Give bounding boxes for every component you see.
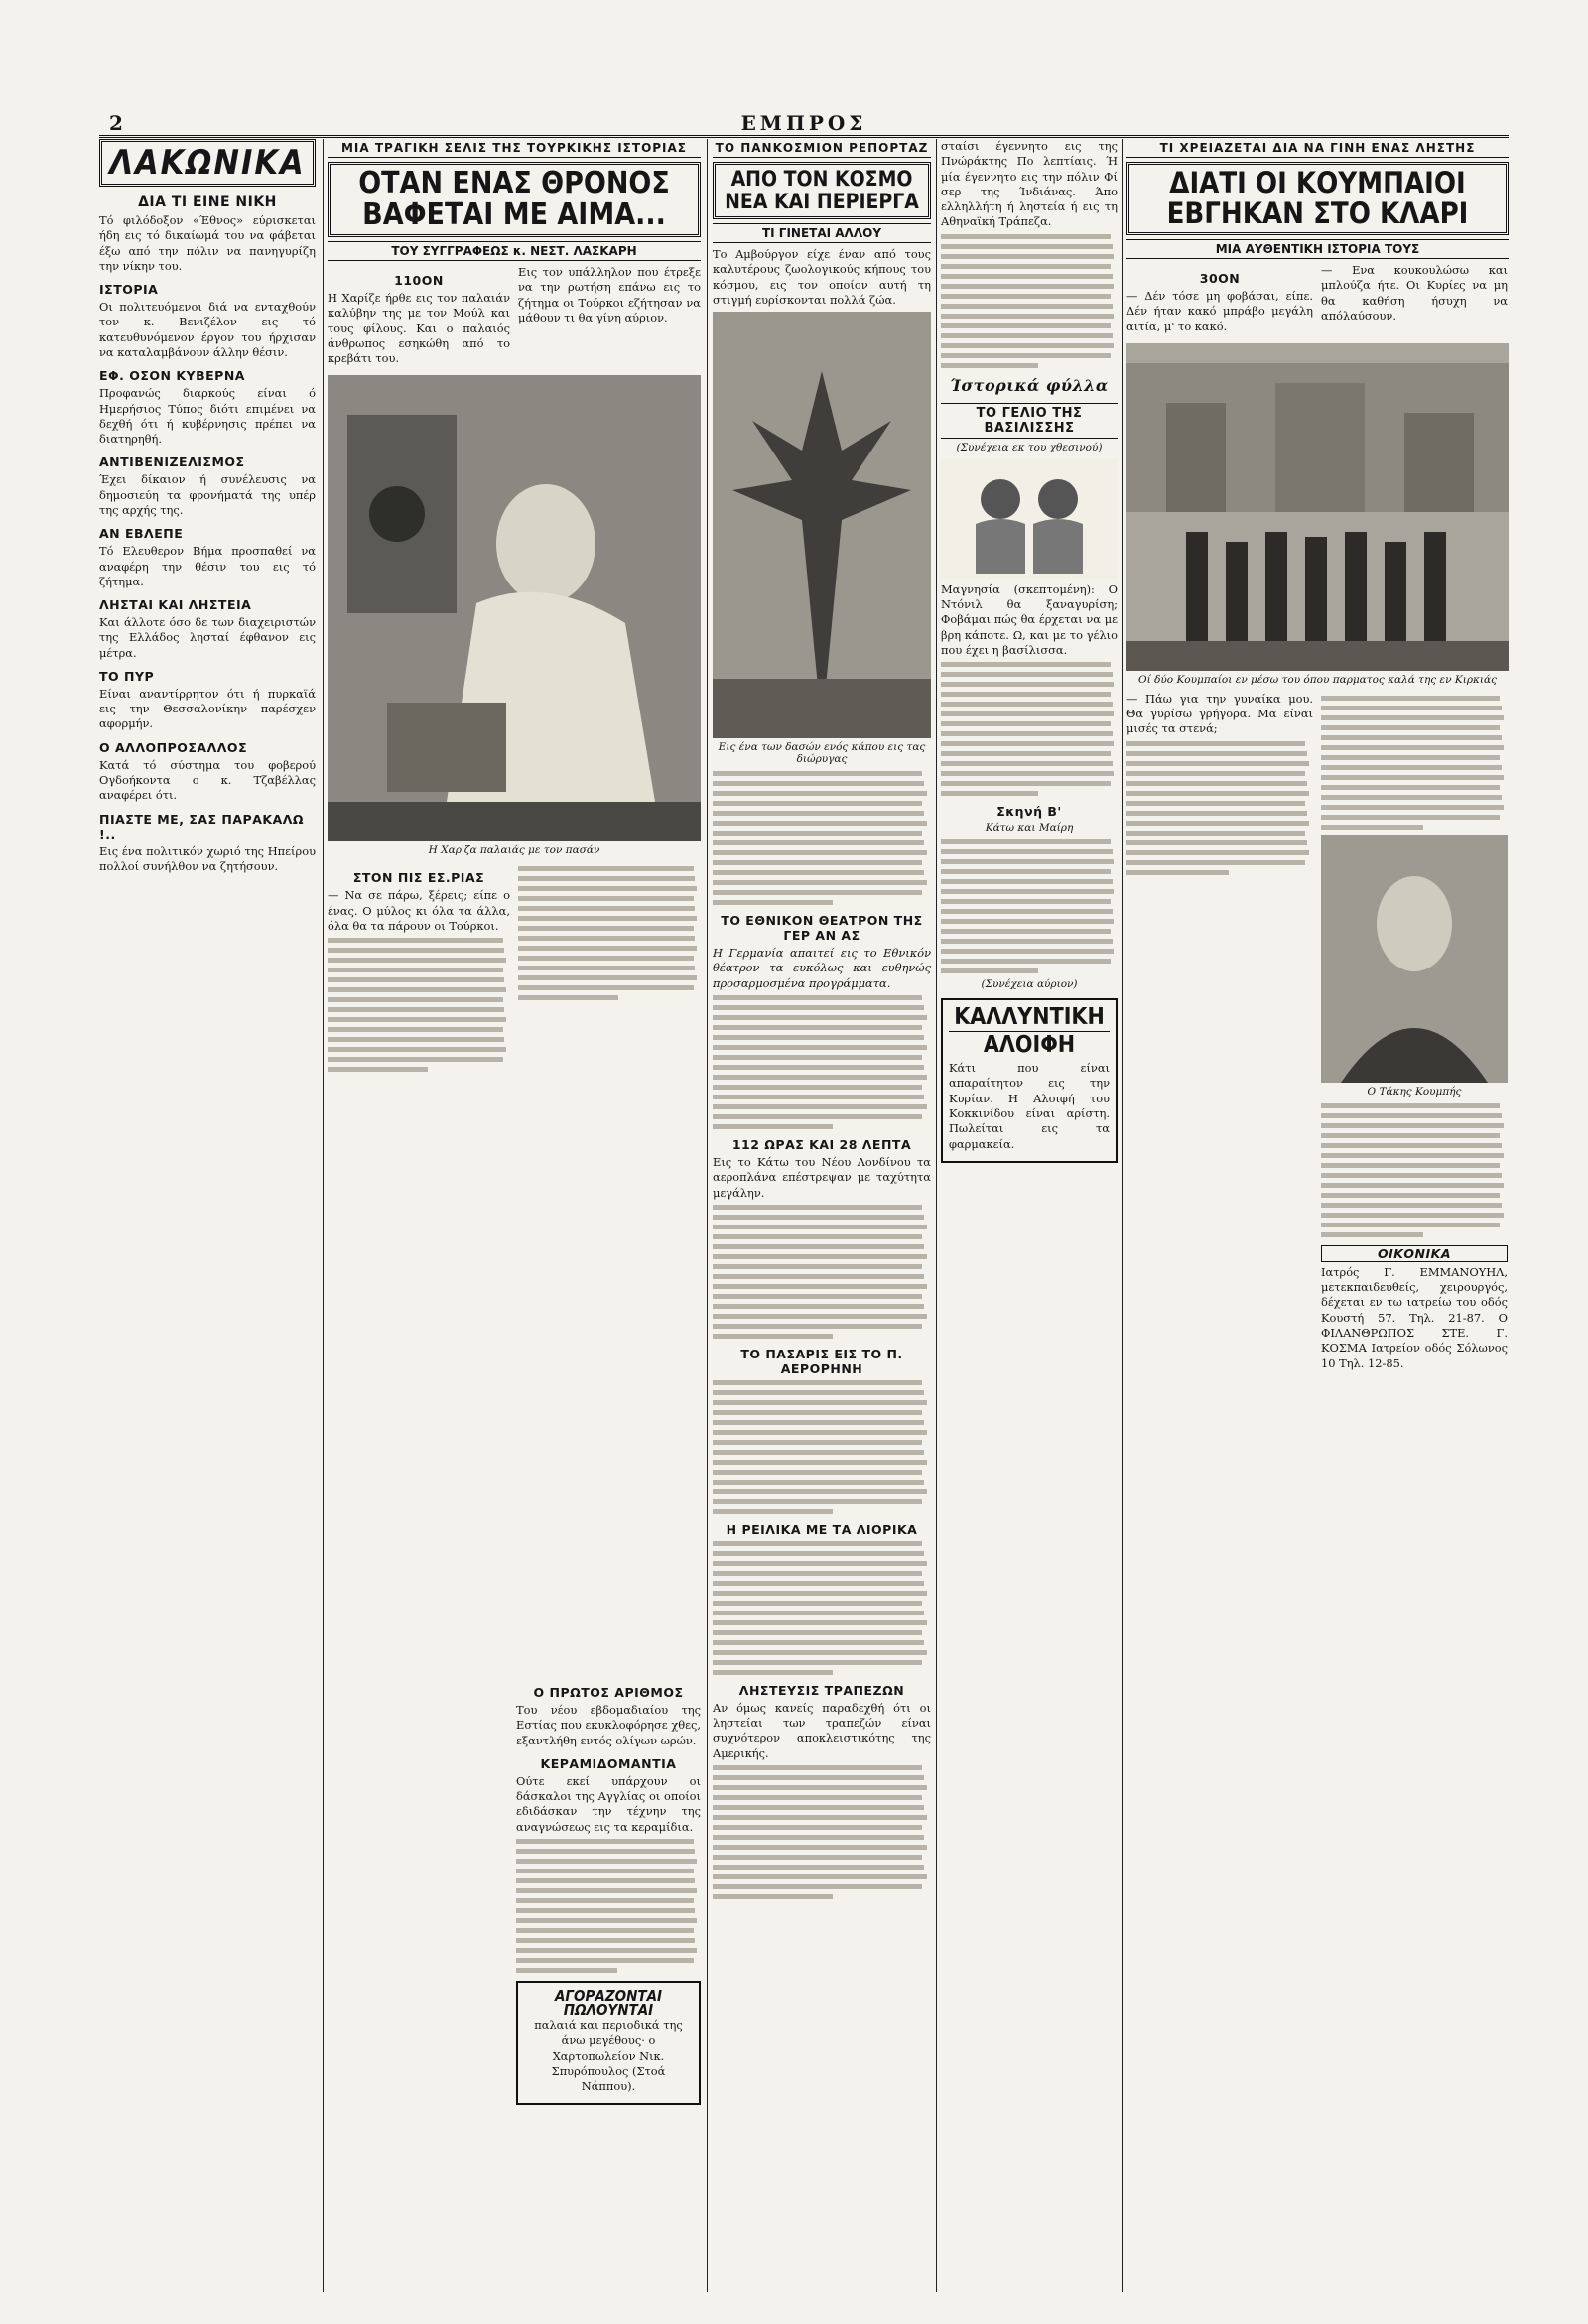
buy-sell-text: παλαιά και περιοδικά της άνω μεγέθους· ο Χαρτοπωλείον Νικ. Σπυρόπουλος (Στοά Νάππου).	[534, 2017, 683, 2094]
body-text-block	[713, 1765, 931, 1899]
throne-photo	[328, 375, 701, 841]
paper-name: ΕΜΠΡΟΣ	[740, 111, 867, 135]
body-text-block	[1126, 741, 1313, 875]
masthead	[99, 111, 1509, 138]
koumpaioi-byline: ΜΙΑ ΑΥΘΕΝΤΙΚΗ ΙΣΤΟΡΙΑ ΤΟΥΣ	[1126, 239, 1509, 259]
page-number: 2	[109, 111, 123, 135]
lakonika-section-head: ΑΝΤΙΒΕΝΙΖΕΛΙΣΜΟΣ	[99, 454, 245, 470]
throne-byline: ΤΟΥ ΣΥΓΓΡΑΦΕΩΣ κ. ΝΕΣΤ. ΛΑΣΚΑΡΗ	[328, 241, 701, 261]
lakonika-section-head: ΙΣΤΟΡΙΑ	[99, 282, 159, 298]
lakonika-section-head: Ο ΑΛΛΟΠΡΟΣΑΛΛΟΣ	[99, 739, 248, 755]
lakonika-intro: Τό φιλόδοξον «Έθνος» εύρισκεται ήδη εις τό δικαίωμά του να φάβεται έξω από την πόλιν να πανηγυρίζη την νίκην του.	[99, 213, 316, 273]
koumpaioi-text-a: — Δέν τόσε μη φοβάσαι, είπε. Δέν ήταν κακό μπράβο μεγάλη αιτία, μ' το κακό.	[1126, 289, 1313, 333]
lakonika-section-body: Οι πολιτευόμενοι διά να ενταχθούν τον κ. Βενιζέλον εις τό κατευθυνόμενον έργον του ήρχισαν να καταλαμβάνουν άλλην θέσιν.	[99, 300, 316, 359]
lakonika-section-head: ΤΟ ΠΥΡ	[99, 668, 155, 684]
lakonika-title: ΛΑΚΩΝΙΚΑ	[109, 143, 306, 183]
lakonika-section-body: Έχει δίκαιον ή συνέλευσις να δημοσιεύη τα φρονήματά της υπέρ της αρχής της.	[99, 472, 316, 517]
body-text-block	[941, 839, 1118, 973]
body-text-block	[1321, 1103, 1508, 1237]
lakonika-section-head: ΛΗΣΤΑΙ ΚΑΙ ΛΗΣΤΕΙΑ	[99, 597, 252, 613]
throne-lower-head: ΣΤΟΝ ΠΙΣ ΕΣ.ΡΙΑΣ	[352, 870, 485, 886]
world-head-4: ΛΗΣΤΕΥΣΙΣ ΤΡΑΠΕΖΩΝ	[738, 1682, 905, 1698]
column-koumpaioi-article	[1126, 139, 1509, 2292]
world-photo-caption: Εις ένα των δασών ενός κάπου εις τας διώρυγας	[718, 741, 926, 766]
koumpaioi-part-label: 30ΟΝ	[1199, 271, 1241, 286]
cosmetic-ad-subtitle: ΑΛΟΙΦΗ	[983, 1032, 1076, 1059]
buy-sell-line-2: ΠΩΛΟΥΝΤΑΙ	[563, 2001, 654, 2019]
lakonika-section-body: Εις ένα πολιτικόν χωριό της Ηπείρου πολλοί συνήλθον να ζητήσουν.	[99, 843, 316, 873]
body-text-block	[518, 866, 701, 1000]
koumpaioi-text-b: — Ενα κουκουλώσω και μπλούζα ήτε. Οι Κυρίες να μη θα καθήση ήσυχη να απόλαύσουν.	[1321, 263, 1508, 323]
world-text-a: Το Αμβούργον είχε έναν από τους καλυτέρους ζωολογικούς κήπους του κόσμου, εις τον οποίον αυτή τη στιγμή ευρίσκονται πολλά ζώα.	[713, 247, 931, 307]
world-head-2: ΤΟ ΠΑΣΑΡΙΣ ΕΙΣ ΤΟ Π. ΑΕΡΟΡΗΝΗ	[740, 1346, 903, 1376]
serial-title: ΤΟ ΓΕΛΙΟ ΤΗΣ ΒΑΣΙΛΙΣΣΗΣ	[941, 403, 1118, 439]
throne-part-label: 110ΟΝ	[394, 273, 444, 288]
lakonika-section-body: Προφανώς διαρκούς είναι ό Ημερήσιος Τύπος διότι επιμένει να δεχθή ότι ή κυβέρνησις πρέπει να διατηρηθή.	[99, 386, 316, 447]
world-byline: ΤΙ ΓΙΝΕΤΑΙ ΑΛΛΟΥ	[713, 223, 931, 243]
koumpaioi-headline-2: ΕΒΓΗΚΑΝ ΣΤΟ ΚΛΑΡΙ	[1166, 196, 1469, 230]
lakonika-section-body: Είναι αναντίρρητον ότι ή πυρκαϊά εις την Θεσσαλονίκην παρέσχεν αφορμήν.	[99, 686, 316, 731]
world-photo	[713, 312, 931, 738]
lakonika-sections	[99, 282, 316, 874]
column-world-news	[713, 139, 931, 2292]
notices-head: ΟΙΚΟΝΙΚΑ	[1321, 1245, 1508, 1262]
world-head-1: 112 ΩΡΑΣ ΚΑΙ 28 ΛΕΠΤΑ	[731, 1136, 912, 1152]
col5-continued-text: σταίσι έγεννητο εις της Πνώράκτης Πο λεπτίαις. Ή μία έγεννητο εις την πόλιν Φί σερ της Ίνδιάνας. Άπο ελληλλήτη ή ληστεία ή εις τη Αθηναϊκή Τράπεζα.	[941, 139, 1118, 229]
column-lakonika	[99, 139, 316, 2292]
keramidomantia-head: ΚΕΡΑΜΙΔΟΜΑΝΤΙΑ	[540, 1755, 677, 1771]
body-text-block	[941, 234, 1118, 368]
throne-text-a: Η Χαρίζε ήρθε εις τον παλαιάν καλύβην της με τον Μούλ και τους φίλους. Και ο παλαιός άνθρωπος εσηκώθη από το κρεβάτι του.	[328, 291, 510, 366]
body-text-block	[1321, 696, 1508, 830]
scene-head: Σκηνή Β'	[996, 804, 1062, 820]
koumpaioi-headline-1: ΔΙΑΤΙ ΟΙ ΚΟΥΜΠΑΙΟΙ	[1169, 166, 1466, 199]
body-text-block	[713, 771, 931, 905]
lakonika-section-body: Τό Ελευθερον Βήμα προσπαθεί να αναφέρη την θέσιν του εις τό ζήτημα.	[99, 544, 316, 588]
koumpaioi-headline-box	[1126, 162, 1509, 235]
cosmetic-ad-text: Κάτι που είναι απαραίτητον εις την Κυρίαν. Η Αλοιφή του Κοκκινίδου είναι αρίστη. Πωλείται εις τα φαρμακεία.	[949, 1061, 1110, 1151]
column-serial	[941, 139, 1118, 2292]
lakonika-section-head: ΠΙΑΣΤΕ ΜΕ, ΣΑΣ ΠΑΡΑΚΑΛΩ !..	[99, 811, 305, 841]
body-text-block	[328, 938, 510, 1072]
world-text-b: Η Γερμανία απαιτεί εις το Εθνικόν θέατρον τα ευκόλως και ευθηνώς προσαρμοσμένα προγράμματα.	[713, 946, 931, 990]
body-text-block	[713, 1205, 931, 1339]
body-text-block	[941, 662, 1118, 796]
serial-illustration	[941, 459, 1118, 579]
body-text-block	[713, 1380, 931, 1514]
historical-leaves-head: Ίστορικά φύλλα	[950, 375, 1109, 395]
cosmetic-ad-title: ΚΑΛΛΥΝΤΙΚΗ	[949, 1006, 1110, 1032]
serial-text: Μαγνησία (σκεπτομένη): Ο Ντόνιλ θα ξαναγυρίση; Φοβάμαι πώς θα έρχεται να με βρη κάποτε. Ω, και με το γέλιο που έχει η βασίλισσα.	[941, 581, 1118, 657]
lakonika-section-head: ΕΦ. ΟΣΟΝ ΚΥΒΕΡΝΑ	[99, 368, 245, 384]
cosmetic-ointment-ad	[941, 998, 1118, 1163]
koumpaioi-text-c: — Πάω για την γυναίκα μου. Θα γυρίσω γρήγορα. Μα είναι μισές τα στενά;	[1126, 691, 1313, 736]
column-rule	[323, 139, 324, 2292]
throne-photo-caption: Η Χαρ'ζα παλαιάς με τον πασάν	[428, 844, 600, 857]
lakonika-subtitle: ΔΙΑ ΤΙ ΕΙΝΕ ΝΙΚΗ	[138, 194, 277, 210]
portrait-photo	[1321, 835, 1508, 1083]
column-rule	[936, 139, 937, 2292]
tropical-tree-illustration	[713, 312, 931, 738]
column-rule	[707, 139, 708, 2292]
world-headline-2: ΝΕΑ ΚΑΙ ΠΕΡΙΕΡΓΑ	[725, 190, 919, 213]
world-text-c: Εις το Κάτω του Νέου Λονδίνου τα αεροπλάνα επέστρεψαν με ταχύτητα μεγάλην.	[713, 1154, 931, 1200]
throne-kicker: ΜΙΑ ΤΡΑΓΙΚΗ ΣΕΛΙΣ ΤΗΣ ΤΟΥΡΚΙΚΗΣ ΙΣΤΟΡΙΑΣ	[328, 139, 701, 158]
first-issue-head: Ο ΠΡΩΤΟΣ ΑΡΙΘΜΟΣ	[533, 1685, 684, 1700]
world-headline-1: ΑΠΟ ΤΟΝ ΚΟΣΜΟ	[730, 167, 913, 191]
serial-subtitle: (Συνέχεια εκ του χθεσινού)	[956, 441, 1103, 453]
koumpaioi-photo-caption: Οί δύο Κουμπαίοι εν μέσω του όπου παρματος καλά της εν Κιρκιάς	[1138, 673, 1497, 686]
seated-woman-illustration	[328, 375, 701, 841]
man-portrait-photo	[1321, 835, 1508, 1083]
world-head-3: Η ΡΕΙΛΙΚΑ ΜΕ ΤΑ ΛΙΟΡΙΚΑ	[726, 1521, 918, 1537]
body-text-block	[713, 995, 931, 1129]
two-children-illustration	[941, 459, 1118, 579]
koumpaioi-photo	[1126, 343, 1509, 671]
column-rule	[1122, 139, 1123, 2292]
portrait-caption: Ο Τάκης Κουμπής	[1367, 1085, 1462, 1097]
lakonika-section-head: ΑΝ ΕΒΛΕΠΕ	[99, 526, 184, 542]
buy-sell-ad	[516, 1981, 701, 2105]
world-kicker: ΤΟ ΠΑΝΚΟΣΜΙΟΝ ΡΕΠΟΡΤΑΖ	[713, 139, 931, 158]
column-throne-ads	[516, 1677, 701, 2292]
first-issue-text: Του νέου εβδομαδιαίου της Εστίας που εκυκλοφόρησε χθες, εξαντλήθη εντός ολίγων ωρών.	[516, 1703, 701, 1747]
soldiers-marching-photo	[1126, 343, 1509, 671]
serial-continue: (Συνέχεια αύριον)	[981, 978, 1078, 991]
lakonika-section-body: Κατά τό σύστημα του φοβερού Ογδοήκοντα ο κ. Τζαβέλλας αναφέρει ότι.	[99, 757, 316, 803]
throne-text-c: — Να σε πάρω, ξέρεις; είπε ο ένας. Ο μύλος κι όλα τα άλλα, όλα θα τα πάρουν οι Τούρκοι.	[328, 888, 510, 933]
lakonika-title-box	[99, 139, 316, 187]
world-text-d: Αν όμως κανείς παραδεχθή ότι οι ληστείαι των τραπεζών είναι συχνότερον αποκλειστικότης της Αμερικής.	[713, 1700, 931, 1760]
buy-sell-line-1: ΑΓΟΡΑΖΟΝΤΑΙ	[554, 1986, 663, 2004]
world-headline-box	[713, 162, 931, 219]
koumpaioi-kicker: ΤΙ ΧΡΕΙΑΖΕΤΑΙ ΔΙΑ ΝΑ ΓΙΝΗ ΕΝΑΣ ΛΗΣΤΗΣ	[1126, 139, 1509, 158]
body-text-block	[516, 1839, 701, 1973]
keramidomantia-text: Ούτε εκεί υπάρχουν οι δάσκαλοι της Αγγλίας οι οποίοι εδιδάσκαν την τέχνην της αναγνώσεως εις τα κεραμίδια.	[516, 1773, 701, 1834]
world-head-0: ΤΟ ΕΘΝΙΚΟΝ ΘΕΑΤΡΟΝ ΤΗΣ ΓΕΡ ΑΝ ΑΣ	[721, 913, 923, 944]
throne-headline-1: ΟΤΑΝ ΕΝΑΣ ΘΡΟΝΟΣ	[358, 166, 670, 200]
notices-text: Ιατρός Γ. ΕΜΜΑΝΟΥΗΛ, μετεκπαιδευθείς, χειρουργός, δέχεται εν τω ιατρείω του οδός Κουστή 57. Τηλ. 21-87. Ο ΦΙΛΑΝΘΡΩΠΟΣ ΣΤΕ. Γ. ΚΟΣΜΑ Ιατρείον οδός Σόλωνος 10 Τηλ. 12-85.	[1321, 1264, 1508, 1370]
throne-headline-box	[328, 162, 701, 237]
body-text-block	[713, 1541, 931, 1675]
lakonika-section-body: Και άλλοτε όσο δε των διαχειριστών της Ελλάδος λησταί έφθανον εις μέτρα.	[99, 615, 316, 660]
throne-text-b: Εις τον υπάλληλον που έτρεξε να την ρωτήση επάνω εις το ζήτημα οι Τούρκοι εζήτησαν να μάθουν τι θα γίνη αύριον.	[518, 265, 701, 324]
throne-headline-2: ΒΑΦΕΤΑΙ ΜΕ ΑΙΜΑ...	[362, 197, 666, 232]
scene-sub: Κάτω και Μαίρη	[985, 822, 1074, 835]
